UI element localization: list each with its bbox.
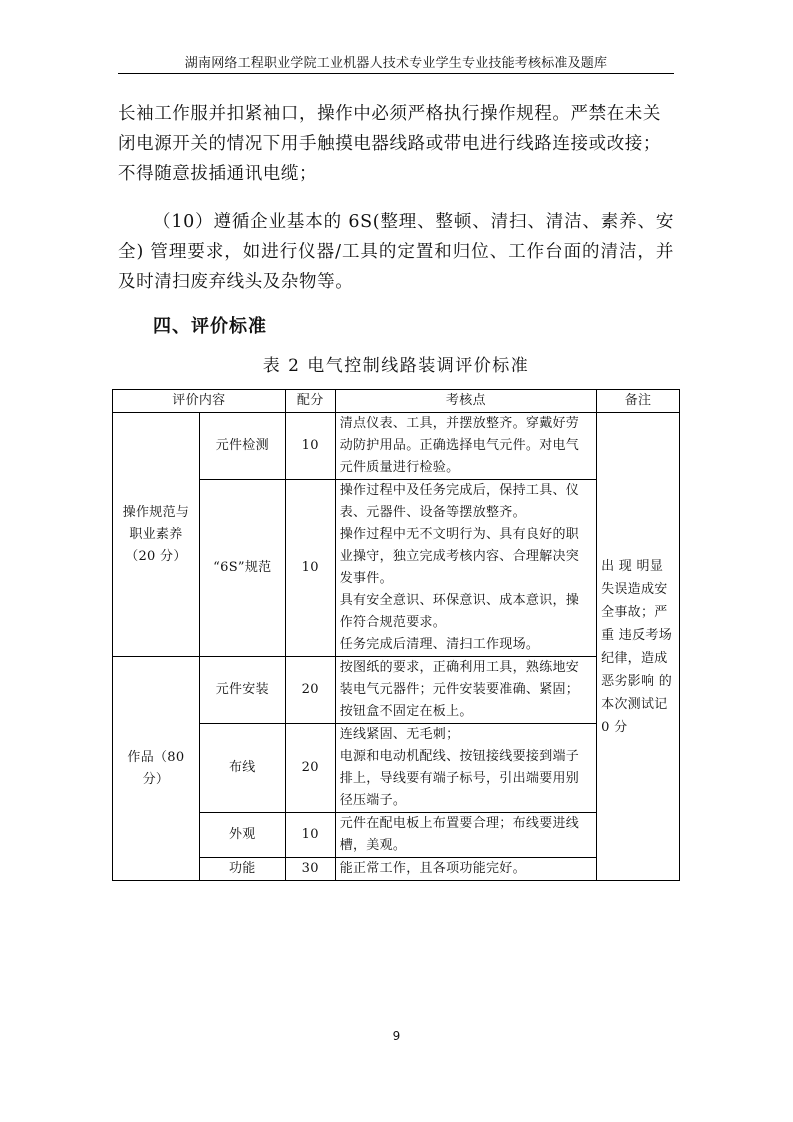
item-name: 功能 <box>199 858 285 881</box>
point-line: 操作过程中无不文明行为、具有良好的职业操守，独立完成考核内容、合理解决突发事件。 <box>339 527 580 586</box>
point-line: 能正常工作，且各项功能完好。 <box>339 861 526 876</box>
header-score: 配分 <box>285 390 335 413</box>
item-score: 10 <box>285 813 335 858</box>
paragraph-6s-rules: （10）遵循企业基本的 6S(整理、整顿、清扫、清洁、素养、安全) 管理要求，如进行仪器/工具的定置和归位、工作台面的清洁，并及时清扫废弃线头及杂物等。 <box>118 212 674 292</box>
item-points <box>335 858 596 881</box>
evaluation-table <box>112 389 680 881</box>
item-points <box>335 657 596 724</box>
item-score: 30 <box>285 858 335 881</box>
point-line: 元件在配电板上布置要合理；布线要进线槽，美观。 <box>339 816 580 853</box>
table-header-row <box>113 390 680 413</box>
running-header: 湖南网络工程职业学院工业机器人技术专业学生专业技能考核标准及题库 <box>184 56 608 71</box>
item-name: “6S”规范 <box>199 480 285 657</box>
item-name: 元件检测 <box>199 413 285 480</box>
item-points <box>335 813 596 858</box>
point-line: 按图纸的要求，正确利用工具，熟练地安装电气元器件；元件安装要准确、紧固；按钮盒不固定在板上。 <box>339 660 580 719</box>
header-note: 备注 <box>597 390 680 413</box>
item-score: 10 <box>285 480 335 657</box>
item-name: 外观 <box>199 813 285 858</box>
item-score: 10 <box>285 413 335 480</box>
table-row <box>113 657 680 724</box>
item-points <box>335 724 596 813</box>
point-line: 操作过程中及任务完成后，保持工具、仪表、元器件、设备等摆放整齐。 <box>339 483 580 520</box>
item-score: 20 <box>285 724 335 813</box>
note-cell: 出 现 明显 失误造成安全事故；严 重 违反考场纪律，造成恶劣影响 的本次测试记 0 分 <box>597 413 680 881</box>
item-name: 布线 <box>199 724 285 813</box>
point-line: 具有安全意识、环保意识、成本意识，操作符合规范要求。 <box>339 593 580 630</box>
point-line: 电源和电动机配线、按钮接线要接到端子排上，导线要有端子标号，引出端要用别径压端子。 <box>339 749 580 808</box>
table-caption: 表 2 电气控制线路装调评价标准 <box>262 356 530 376</box>
header-points: 考核点 <box>335 390 596 413</box>
page-number: 9 <box>392 1029 401 1043</box>
item-points <box>335 480 596 657</box>
paragraph-safety-rules: 长袖工作服并扣紧袖口，操作中必须严格执行操作规程。严禁在未关闭电源开关的情况下用手触摸电器线路或带电进行线路连接或改接；不得随意拔插通讯电缆； <box>118 104 661 184</box>
point-line: 连线紧固、无毛刺； <box>339 727 460 742</box>
item-name: 元件安装 <box>199 657 285 724</box>
item-score: 20 <box>285 657 335 724</box>
group-name: 作品（80 分） <box>113 657 200 881</box>
point-line: 任务完成后清理、清扫工作现场。 <box>339 637 540 652</box>
section-heading: 四、评价标准 <box>153 316 267 337</box>
header-rule <box>118 73 674 74</box>
table-row <box>113 413 680 480</box>
header-content: 评价内容 <box>113 390 286 413</box>
item-points <box>335 413 596 480</box>
group-name: 操作规范与职业素养（20 分） <box>113 413 200 657</box>
point-line: 清点仪表、工具，并摆放整齐。穿戴好劳动防护用品。正确选择电气元件。对电气元件质量进行检验。 <box>339 416 580 475</box>
